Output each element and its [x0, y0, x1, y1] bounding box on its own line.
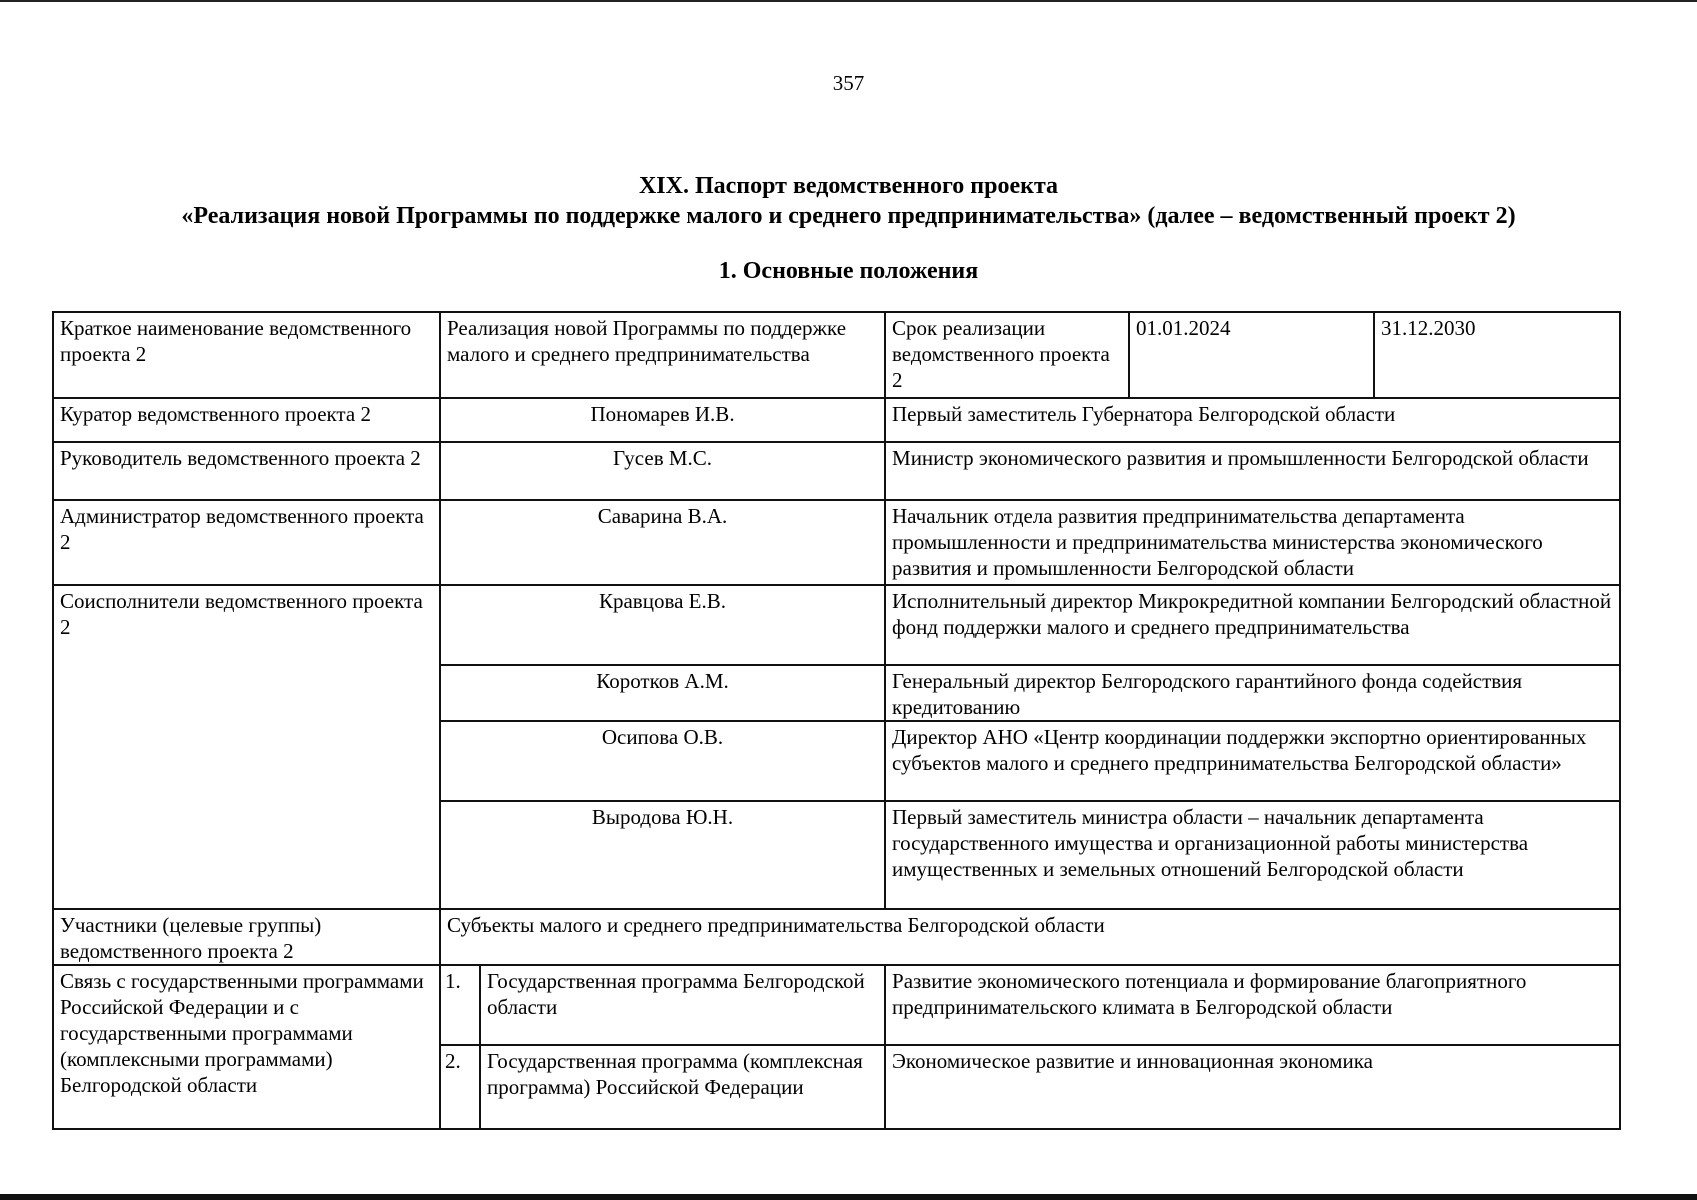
table-row-head	[53, 442, 1620, 500]
co-executors-label: Соисполнители ведомственного проекта 2	[53, 585, 440, 909]
curator-name: Пономарев И.В.	[440, 398, 885, 442]
head-position: Министр экономического развития и промышленности Белгородской области	[885, 442, 1620, 500]
start-date: 01.01.2024	[1129, 312, 1374, 398]
table-row-program	[53, 965, 1620, 1045]
table-row-participants	[53, 909, 1620, 965]
co-executor-name: Кравцова Е.В.	[440, 585, 885, 665]
term-label: Срок реализации ведомственного проекта 2	[885, 312, 1129, 398]
head-label: Руководитель ведомственного проекта 2	[53, 442, 440, 500]
document-title: XIX. Паспорт ведомственного проекта	[638, 173, 1059, 199]
co-executor-position: Первый заместитель министра области – начальник департамента государственного имущества и организационной работы министерства имущественных и земельных отношений Белгородской области	[885, 801, 1620, 909]
table-row-short-name	[53, 312, 1620, 398]
program-number: 1.	[440, 965, 480, 1045]
co-executor-position: Генеральный директор Белгородского гарантийного фонда содействия кредитованию	[885, 665, 1620, 721]
head-name: Гусев М.С.	[440, 442, 885, 500]
co-executor-name: Коротков А.М.	[440, 665, 885, 721]
program-number: 2.	[440, 1045, 480, 1129]
short-name-value: Реализация новой Программы по поддержке малого и среднего предпринимательства	[440, 312, 885, 398]
participants-label: Участники (целевые группы) ведомственного проекта 2	[53, 909, 440, 965]
co-executor-position: Исполнительный директор Микрокредитной компании Белгородский областной фонд поддержки малого и среднего предпринимательства	[885, 585, 1620, 665]
co-executor-position: Директор АНО «Центр координации поддержки экспортно ориентированных субъектов малого и среднего предпринимательства Белгородской области»	[885, 721, 1620, 801]
page-number: 357	[832, 71, 865, 95]
administrator-label: Администратор ведомственного проекта 2	[53, 500, 440, 585]
bottom-scan-border	[0, 1194, 1697, 1200]
co-executor-name: Выродова Ю.Н.	[440, 801, 885, 909]
program-type: Государственная программа (комплексная программа) Российской Федерации	[480, 1045, 885, 1129]
administrator-name: Саварина В.А.	[440, 500, 885, 585]
project-full-name: «Реализация новой Программы по поддержке малого и среднего предпринимательства» (далее – ведомственный проект 2)	[181, 203, 1516, 229]
curator-label: Куратор ведомственного проекта 2	[53, 398, 440, 442]
curator-position: Первый заместитель Губернатора Белгородской области	[885, 398, 1620, 442]
section-title: 1. Основные положения	[718, 258, 979, 284]
top-scan-border	[0, 0, 1697, 2]
program-name: Экономическое развитие и инновационная экономика	[885, 1045, 1620, 1129]
programs-label: Связь с государственными программами Российской Федерации и с государственными программами (комплексными программами) Белгородской области	[53, 965, 440, 1129]
participants-value: Субъекты малого и среднего предпринимательства Белгородской области	[440, 909, 1620, 965]
passport-table	[52, 311, 1621, 1130]
end-date: 31.12.2030	[1374, 312, 1620, 398]
table-row-co-executor	[53, 585, 1620, 665]
program-name: Развитие экономического потенциала и формирование благоприятного предпринимательского климата в Белгородской области	[885, 965, 1620, 1045]
table-row-curator	[53, 398, 1620, 442]
short-name-label: Краткое наименование ведомственного проекта 2	[53, 312, 440, 398]
co-executor-name: Осипова О.В.	[440, 721, 885, 801]
program-type: Государственная программа Белгородской области	[480, 965, 885, 1045]
administrator-position: Начальник отдела развития предпринимательства департамента промышленности и предпринимательства министерства экономического развития и промышленности Белгородской области	[885, 500, 1620, 585]
table-row-administrator	[53, 500, 1620, 585]
